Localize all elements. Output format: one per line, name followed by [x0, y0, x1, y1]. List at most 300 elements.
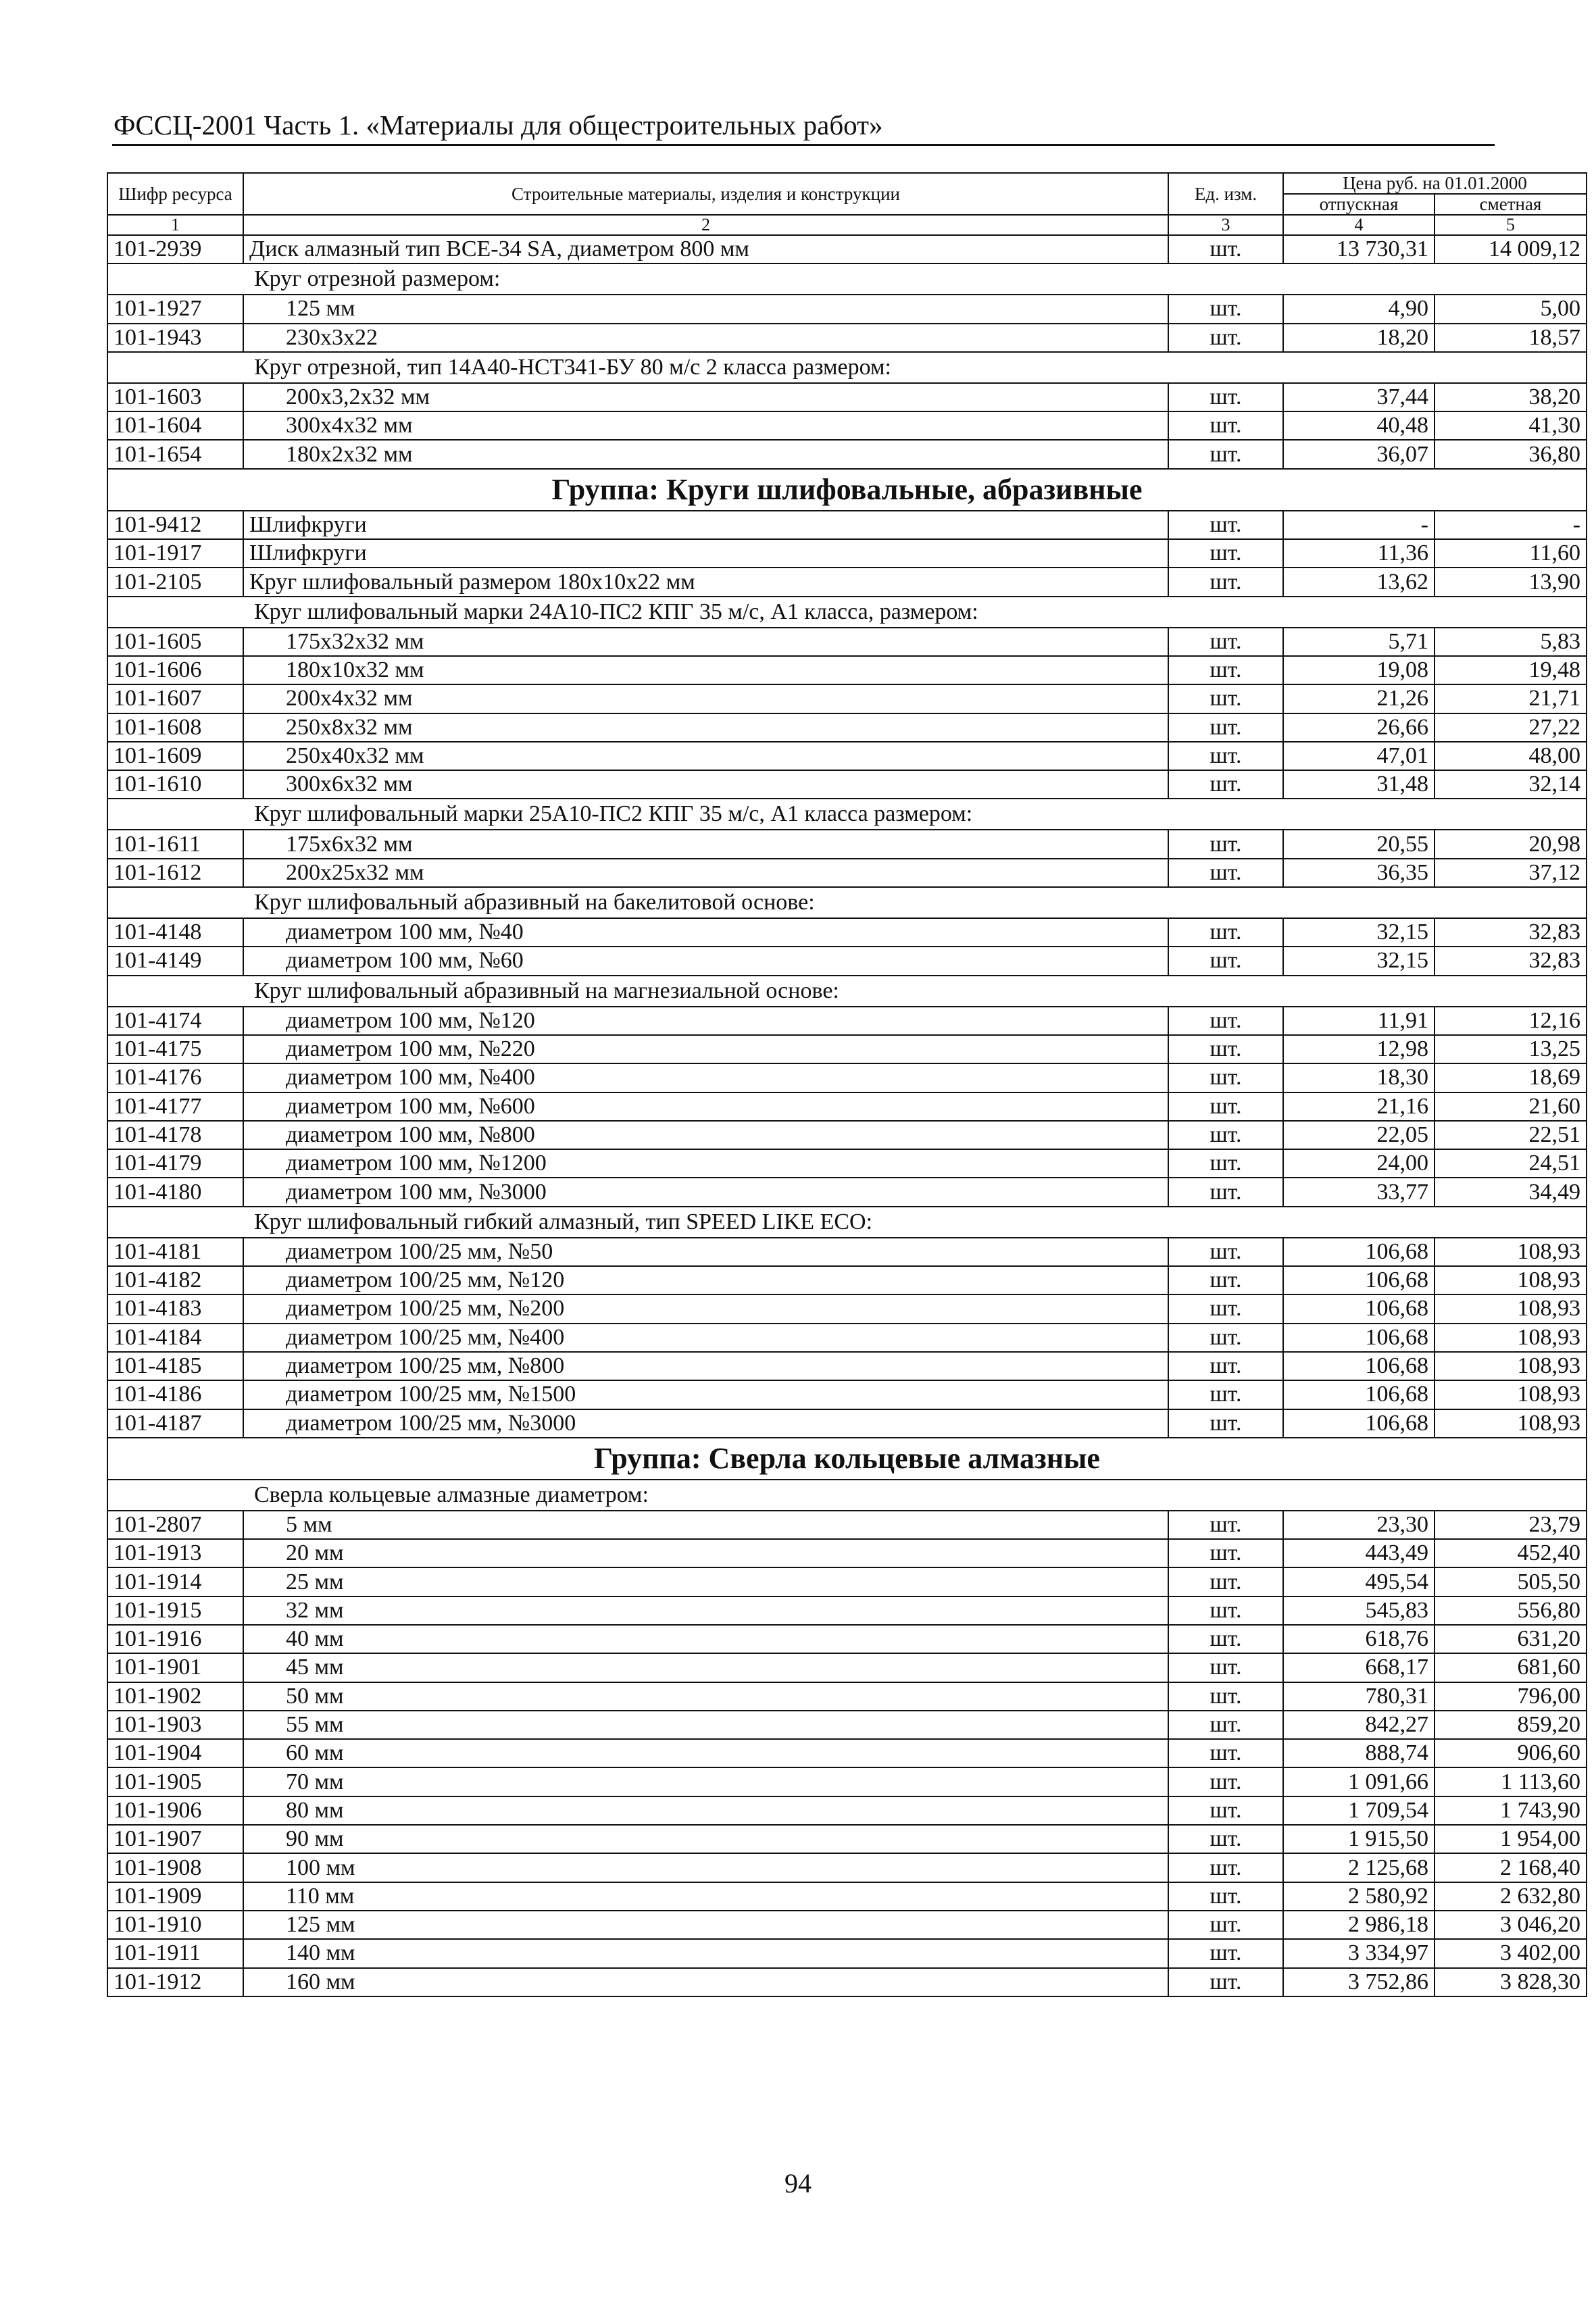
subgroup-heading: Круг шлифовальный марки 24А10-ПС2 КПГ 35 м/с, А1 класса, размером: — [107, 597, 1587, 628]
resource-code-cell: 101-1605 — [107, 628, 243, 656]
estimate-price-cell: 108,93 — [1435, 1409, 1587, 1438]
material-name-cell: 230х3х22 — [243, 324, 1168, 352]
material-name-cell: 300х6х32 мм — [243, 770, 1168, 799]
unit-cell: шт. — [1168, 1653, 1283, 1682]
resource-code-cell: 101-1943 — [107, 324, 243, 352]
release-price-cell: 21,16 — [1283, 1092, 1435, 1121]
page-header-title: ФССЦ-2001 Часть 1. «Материалы для общестроительных работ» — [114, 109, 883, 141]
resource-code-cell: 101-1910 — [107, 1911, 243, 1939]
column-number: 3 — [1168, 215, 1283, 235]
resource-code-cell: 101-4174 — [107, 1007, 243, 1035]
unit-cell: шт. — [1168, 830, 1283, 858]
release-price-cell: 2 125,68 — [1283, 1853, 1435, 1882]
subgroup-row — [107, 887, 1587, 918]
release-price-cell: 2 986,18 — [1283, 1911, 1435, 1939]
group-heading: Группа: Сверла кольцевые алмазные — [107, 1438, 1587, 1480]
material-name-cell: 300х4х32 мм — [243, 411, 1168, 440]
material-name-cell: Шлифкруги — [243, 511, 1168, 539]
estimate-price-cell: 38,20 — [1435, 383, 1587, 411]
unit-cell: шт. — [1168, 628, 1283, 656]
subgroup-row — [107, 1207, 1587, 1238]
release-price-cell: 106,68 — [1283, 1266, 1435, 1294]
estimate-price-cell: 3 828,30 — [1435, 1968, 1587, 1996]
table-row — [107, 324, 1587, 352]
subgroup-heading: Круг шлифовальный гибкий алмазный, тип SPEED LIKE ECO: — [107, 1207, 1587, 1238]
unit-cell: шт. — [1168, 1352, 1283, 1380]
unit-cell: шт. — [1168, 1380, 1283, 1409]
release-price-cell: 106,68 — [1283, 1409, 1435, 1438]
estimate-price-cell: 452,40 — [1435, 1539, 1587, 1567]
resource-code-cell: 101-2807 — [107, 1511, 243, 1539]
table-row — [107, 1352, 1587, 1380]
unit-cell: шт. — [1168, 1596, 1283, 1625]
table-row — [107, 1653, 1587, 1682]
material-name-cell: 250х40х32 мм — [243, 742, 1168, 770]
resource-code-cell: 101-1903 — [107, 1711, 243, 1739]
table-row — [107, 295, 1587, 323]
material-name-cell: 90 мм — [243, 1825, 1168, 1853]
release-price-cell: 780,31 — [1283, 1682, 1435, 1711]
material-name-cell: диаметром 100 мм, №3000 — [243, 1178, 1168, 1206]
subgroup-heading: Круг шлифовальный марки 25А10-ПС2 КПГ 35 м/с, А1 класса размером: — [107, 799, 1587, 830]
material-name-cell: 40 мм — [243, 1625, 1168, 1653]
column-number: 2 — [243, 215, 1168, 235]
release-price-cell: 888,74 — [1283, 1739, 1435, 1767]
resource-code-cell: 101-9412 — [107, 511, 243, 539]
unit-cell: шт. — [1168, 656, 1283, 684]
release-price-cell: 13 730,31 — [1283, 235, 1435, 263]
material-name-cell: диаметром 100 мм, №1200 — [243, 1149, 1168, 1178]
group-row — [107, 469, 1587, 511]
unit-cell: шт. — [1168, 295, 1283, 323]
unit-cell: шт. — [1168, 1853, 1283, 1882]
resource-code-cell: 101-2939 — [107, 235, 243, 263]
unit-cell: шт. — [1168, 1825, 1283, 1853]
release-price-cell: 20,55 — [1283, 830, 1435, 858]
table-row — [107, 1968, 1587, 1996]
material-name-cell: Круг шлифовальный размером 180х10х22 мм — [243, 568, 1168, 596]
estimate-price-cell: 859,20 — [1435, 1711, 1587, 1739]
group-heading: Группа: Круги шлифовальные, абразивные — [107, 469, 1587, 511]
material-name-cell: диаметром 100/25 мм, №50 — [243, 1238, 1168, 1266]
resource-code-cell: 101-2105 — [107, 568, 243, 596]
table-row — [107, 1911, 1587, 1939]
material-name-cell: 180х2х32 мм — [243, 440, 1168, 468]
table-row — [107, 1294, 1587, 1323]
resource-code-cell: 101-1611 — [107, 830, 243, 858]
unit-cell: шт. — [1168, 1567, 1283, 1596]
estimate-price-cell: 108,93 — [1435, 1352, 1587, 1380]
table-row — [107, 1121, 1587, 1149]
column-header-release-price: отпускная — [1283, 194, 1435, 215]
estimate-price-cell: 20,98 — [1435, 830, 1587, 858]
estimate-price-cell: 34,49 — [1435, 1178, 1587, 1206]
material-name-cell: диаметром 100 мм, №120 — [243, 1007, 1168, 1035]
table-row — [107, 1149, 1587, 1178]
release-price-cell: - — [1283, 511, 1435, 539]
table-row — [107, 1178, 1587, 1206]
release-price-cell: 106,68 — [1283, 1238, 1435, 1266]
estimate-price-cell: 11,60 — [1435, 539, 1587, 568]
material-name-cell: 25 мм — [243, 1567, 1168, 1596]
release-price-cell: 23,30 — [1283, 1511, 1435, 1539]
table-row — [107, 383, 1587, 411]
estimate-price-cell: 19,48 — [1435, 656, 1587, 684]
resource-code-cell: 101-1916 — [107, 1625, 243, 1653]
estimate-price-cell: 32,83 — [1435, 947, 1587, 975]
material-name-cell: 55 мм — [243, 1711, 1168, 1739]
unit-cell: шт. — [1168, 1968, 1283, 1996]
unit-cell: шт. — [1168, 713, 1283, 742]
material-name-cell: диаметром 100/25 мм, №120 — [243, 1266, 1168, 1294]
resource-code-cell: 101-1654 — [107, 440, 243, 468]
release-price-cell: 36,35 — [1283, 859, 1435, 887]
release-price-cell: 33,77 — [1283, 1178, 1435, 1206]
table-row — [107, 1539, 1587, 1567]
estimate-price-cell: - — [1435, 511, 1587, 539]
table-row — [107, 1825, 1587, 1853]
release-price-cell: 37,44 — [1283, 383, 1435, 411]
unit-cell: шт. — [1168, 1767, 1283, 1796]
resource-code-cell: 101-1904 — [107, 1739, 243, 1767]
estimate-price-cell: 556,80 — [1435, 1596, 1587, 1625]
resource-code-cell: 101-4184 — [107, 1324, 243, 1352]
table-row — [107, 1063, 1587, 1092]
material-name-cell: 175х6х32 мм — [243, 830, 1168, 858]
material-name-cell: 175х32х32 мм — [243, 628, 1168, 656]
table-row — [107, 1796, 1587, 1825]
table-row — [107, 1625, 1587, 1653]
table-row — [107, 1767, 1587, 1796]
unit-cell: шт. — [1168, 568, 1283, 596]
resource-code-cell: 101-1911 — [107, 1939, 243, 1967]
resource-code-cell: 101-4178 — [107, 1121, 243, 1149]
table-row — [107, 1238, 1587, 1266]
release-price-cell: 668,17 — [1283, 1653, 1435, 1682]
release-price-cell: 11,91 — [1283, 1007, 1435, 1035]
release-price-cell: 18,20 — [1283, 324, 1435, 352]
table-row — [107, 713, 1587, 742]
release-price-cell: 443,49 — [1283, 1539, 1435, 1567]
estimate-price-cell: 5,83 — [1435, 628, 1587, 656]
release-price-cell: 11,36 — [1283, 539, 1435, 568]
unit-cell: шт. — [1168, 1882, 1283, 1911]
table-row — [107, 1266, 1587, 1294]
subgroup-heading: Круг отрезной размером: — [107, 263, 1587, 295]
table-row — [107, 1853, 1587, 1882]
resource-code-cell: 101-1610 — [107, 770, 243, 799]
release-price-cell: 545,83 — [1283, 1596, 1435, 1625]
material-name-cell: 200х3,2х32 мм — [243, 383, 1168, 411]
table-header-row — [107, 173, 1587, 194]
material-name-cell: 160 мм — [243, 1968, 1168, 1996]
resource-code-cell: 101-4149 — [107, 947, 243, 975]
unit-cell: шт. — [1168, 1796, 1283, 1825]
table-row — [107, 440, 1587, 468]
unit-cell: шт. — [1168, 383, 1283, 411]
unit-cell: шт. — [1168, 947, 1283, 975]
resource-code-cell: 101-1915 — [107, 1596, 243, 1625]
table-body — [107, 235, 1587, 1996]
unit-cell: шт. — [1168, 324, 1283, 352]
resource-code-cell: 101-1909 — [107, 1882, 243, 1911]
estimate-price-cell: 21,71 — [1435, 684, 1587, 713]
table-row — [107, 1092, 1587, 1121]
group-row — [107, 1438, 1587, 1480]
material-name-cell: 125 мм — [243, 295, 1168, 323]
estimate-price-cell: 21,60 — [1435, 1092, 1587, 1121]
table-row — [107, 539, 1587, 568]
unit-cell: шт. — [1168, 1625, 1283, 1653]
table-row — [107, 656, 1587, 684]
table-row — [107, 684, 1587, 713]
resource-code-cell: 101-1612 — [107, 859, 243, 887]
unit-cell: шт. — [1168, 1939, 1283, 1967]
release-price-cell: 3 752,86 — [1283, 1968, 1435, 1996]
table-row — [107, 1882, 1587, 1911]
estimate-price-cell: 3 046,20 — [1435, 1911, 1587, 1939]
resource-code-cell: 101-4176 — [107, 1063, 243, 1092]
material-name-cell: диаметром 100/25 мм, №200 — [243, 1294, 1168, 1323]
subgroup-row — [107, 597, 1587, 628]
unit-cell: шт. — [1168, 1711, 1283, 1739]
table-row — [107, 742, 1587, 770]
material-name-cell: диаметром 100 мм, №600 — [243, 1092, 1168, 1121]
unit-cell: шт. — [1168, 1539, 1283, 1567]
material-name-cell: 200х25х32 мм — [243, 859, 1168, 887]
material-name-cell: диаметром 100/25 мм, №400 — [243, 1324, 1168, 1352]
estimate-price-cell: 48,00 — [1435, 742, 1587, 770]
table-row — [107, 830, 1587, 858]
estimate-price-cell: 108,93 — [1435, 1324, 1587, 1352]
unit-cell: шт. — [1168, 859, 1283, 887]
estimate-price-cell: 18,69 — [1435, 1063, 1587, 1092]
price-table — [107, 172, 1587, 1997]
subgroup-heading: Круг шлифовальный абразивный на магнезиальной основе: — [107, 976, 1587, 1007]
material-name-cell: 100 мм — [243, 1853, 1168, 1882]
subgroup-heading: Круг отрезной, тип 14А40-НСТ341-БУ 80 м/с 2 класса размером: — [107, 352, 1587, 383]
material-name-cell: диаметром 100 мм, №800 — [243, 1121, 1168, 1149]
estimate-price-cell: 681,60 — [1435, 1653, 1587, 1682]
column-header-unit: Ед. изм. — [1168, 173, 1283, 215]
material-name-cell: 5 мм — [243, 1511, 1168, 1539]
estimate-price-cell: 22,51 — [1435, 1121, 1587, 1149]
unit-cell: шт. — [1168, 1063, 1283, 1092]
release-price-cell: 21,26 — [1283, 684, 1435, 713]
material-name-cell: 45 мм — [243, 1653, 1168, 1682]
material-name-cell: Шлифкруги — [243, 539, 1168, 568]
resource-code-cell: 101-4177 — [107, 1092, 243, 1121]
estimate-price-cell: 3 402,00 — [1435, 1939, 1587, 1967]
estimate-price-cell: 2 168,40 — [1435, 1853, 1587, 1882]
column-header-name: Строительные материалы, изделия и конструкции — [243, 173, 1168, 215]
subgroup-heading: Сверла кольцевые алмазные диаметром: — [107, 1480, 1587, 1511]
estimate-price-cell: 108,93 — [1435, 1380, 1587, 1409]
subgroup-row — [107, 799, 1587, 830]
estimate-price-cell: 13,25 — [1435, 1035, 1587, 1063]
release-price-cell: 22,05 — [1283, 1121, 1435, 1149]
unit-cell: шт. — [1168, 1149, 1283, 1178]
resource-code-cell: 101-1906 — [107, 1796, 243, 1825]
material-name-cell: Диск алмазный тип ВСЕ-34 SA, диаметром 800 мм — [243, 235, 1168, 263]
release-price-cell: 1 915,50 — [1283, 1825, 1435, 1853]
page-number: 94 — [784, 2168, 812, 2198]
release-price-cell: 495,54 — [1283, 1567, 1435, 1596]
estimate-price-cell: 1 954,00 — [1435, 1825, 1587, 1853]
table-row — [107, 1324, 1587, 1352]
release-price-cell: 31,48 — [1283, 770, 1435, 799]
column-number: 1 — [107, 215, 243, 235]
release-price-cell: 13,62 — [1283, 568, 1435, 596]
release-price-cell: 3 334,97 — [1283, 1939, 1435, 1967]
resource-code-cell: 101-1912 — [107, 1968, 243, 1996]
estimate-price-cell: 108,93 — [1435, 1294, 1587, 1323]
material-name-cell: 80 мм — [243, 1796, 1168, 1825]
release-price-cell: 12,98 — [1283, 1035, 1435, 1063]
release-price-cell: 618,76 — [1283, 1625, 1435, 1653]
release-price-cell: 24,00 — [1283, 1149, 1435, 1178]
table-row — [107, 1035, 1587, 1063]
estimate-price-cell: 906,60 — [1435, 1739, 1587, 1767]
material-name-cell: 60 мм — [243, 1739, 1168, 1767]
header-rule — [112, 144, 1495, 146]
estimate-price-cell: 23,79 — [1435, 1511, 1587, 1539]
estimate-price-cell: 1 113,60 — [1435, 1767, 1587, 1796]
column-header-estimate-price: сметная — [1435, 194, 1587, 215]
release-price-cell: 106,68 — [1283, 1352, 1435, 1380]
resource-code-cell: 101-1608 — [107, 713, 243, 742]
resource-code-cell: 101-1901 — [107, 1653, 243, 1682]
unit-cell: шт. — [1168, 1739, 1283, 1767]
resource-code-cell: 101-4148 — [107, 918, 243, 947]
estimate-price-cell: 2 632,80 — [1435, 1882, 1587, 1911]
release-price-cell: 842,27 — [1283, 1711, 1435, 1739]
release-price-cell: 36,07 — [1283, 440, 1435, 468]
resource-code-cell: 101-1908 — [107, 1853, 243, 1882]
resource-code-cell: 101-4181 — [107, 1238, 243, 1266]
resource-code-cell: 101-1907 — [107, 1825, 243, 1853]
estimate-price-cell: 32,14 — [1435, 770, 1587, 799]
table-row — [107, 1939, 1587, 1967]
material-name-cell: диаметром 100/25 мм, №800 — [243, 1352, 1168, 1380]
resource-code-cell: 101-1606 — [107, 656, 243, 684]
unit-cell: шт. — [1168, 1266, 1283, 1294]
resource-code-cell: 101-4186 — [107, 1380, 243, 1409]
subgroup-heading: Круг шлифовальный абразивный на бакелитовой основе: — [107, 887, 1587, 918]
release-price-cell: 18,30 — [1283, 1063, 1435, 1092]
unit-cell: шт. — [1168, 1238, 1283, 1266]
resource-code-cell: 101-1913 — [107, 1539, 243, 1567]
unit-cell: шт. — [1168, 742, 1283, 770]
material-name-cell: диаметром 100 мм, №220 — [243, 1035, 1168, 1063]
table-row — [107, 859, 1587, 887]
resource-code-cell: 101-1905 — [107, 1767, 243, 1796]
unit-cell: шт. — [1168, 1511, 1283, 1539]
release-price-cell: 26,66 — [1283, 713, 1435, 742]
material-name-cell: 110 мм — [243, 1882, 1168, 1911]
release-price-cell: 5,71 — [1283, 628, 1435, 656]
release-price-cell: 106,68 — [1283, 1294, 1435, 1323]
unit-cell: шт. — [1168, 770, 1283, 799]
resource-code-cell: 101-4175 — [107, 1035, 243, 1063]
release-price-cell: 19,08 — [1283, 656, 1435, 684]
release-price-cell: 32,15 — [1283, 918, 1435, 947]
material-name-cell: 32 мм — [243, 1596, 1168, 1625]
resource-code-cell: 101-1607 — [107, 684, 243, 713]
release-price-cell: 106,68 — [1283, 1324, 1435, 1352]
resource-code-cell: 101-4182 — [107, 1266, 243, 1294]
estimate-price-cell: 32,83 — [1435, 918, 1587, 947]
material-name-cell: диаметром 100/25 мм, №1500 — [243, 1380, 1168, 1409]
material-name-cell: 180х10х32 мм — [243, 656, 1168, 684]
resource-code-cell: 101-4187 — [107, 1409, 243, 1438]
unit-cell: шт. — [1168, 235, 1283, 263]
resource-code-cell: 101-1604 — [107, 411, 243, 440]
estimate-price-cell: 505,50 — [1435, 1567, 1587, 1596]
resource-code-cell: 101-1927 — [107, 295, 243, 323]
release-price-cell: 4,90 — [1283, 295, 1435, 323]
material-name-cell: 50 мм — [243, 1682, 1168, 1711]
estimate-price-cell: 27,22 — [1435, 713, 1587, 742]
unit-cell: шт. — [1168, 1294, 1283, 1323]
estimate-price-cell: 108,93 — [1435, 1266, 1587, 1294]
material-name-cell: 250х8х32 мм — [243, 713, 1168, 742]
estimate-price-cell: 12,16 — [1435, 1007, 1587, 1035]
table-row — [107, 1596, 1587, 1625]
table-row — [107, 1682, 1587, 1711]
material-name-cell: диаметром 100 мм, №40 — [243, 918, 1168, 947]
unit-cell: шт. — [1168, 539, 1283, 568]
table-row — [107, 947, 1587, 975]
release-price-cell: 1 709,54 — [1283, 1796, 1435, 1825]
resource-code-cell: 101-1914 — [107, 1567, 243, 1596]
estimate-price-cell: 1 743,90 — [1435, 1796, 1587, 1825]
estimate-price-cell: 631,20 — [1435, 1625, 1587, 1653]
estimate-price-cell: 41,30 — [1435, 411, 1587, 440]
resource-code-cell: 101-1603 — [107, 383, 243, 411]
unit-cell: шт. — [1168, 1178, 1283, 1206]
unit-cell: шт. — [1168, 440, 1283, 468]
estimate-price-cell: 37,12 — [1435, 859, 1587, 887]
estimate-price-cell: 796,00 — [1435, 1682, 1587, 1711]
estimate-price-cell: 5,00 — [1435, 295, 1587, 323]
column-number: 4 — [1283, 215, 1435, 235]
unit-cell: шт. — [1168, 511, 1283, 539]
table-row — [107, 1739, 1587, 1767]
unit-cell: шт. — [1168, 1121, 1283, 1149]
resource-code-cell: 101-1917 — [107, 539, 243, 568]
release-price-cell: 40,48 — [1283, 411, 1435, 440]
material-name-cell: диаметром 100/25 мм, №3000 — [243, 1409, 1168, 1438]
resource-code-cell: 101-1902 — [107, 1682, 243, 1711]
table-row — [107, 511, 1587, 539]
resource-code-cell: 101-4185 — [107, 1352, 243, 1380]
unit-cell: шт. — [1168, 684, 1283, 713]
release-price-cell: 32,15 — [1283, 947, 1435, 975]
subgroup-row — [107, 263, 1587, 295]
table-row — [107, 770, 1587, 799]
unit-cell: шт. — [1168, 1911, 1283, 1939]
table-row — [107, 1511, 1587, 1539]
estimate-price-cell: 14 009,12 — [1435, 235, 1587, 263]
column-number: 5 — [1435, 215, 1587, 235]
unit-cell: шт. — [1168, 1409, 1283, 1438]
unit-cell: шт. — [1168, 1007, 1283, 1035]
material-name-cell: 140 мм — [243, 1939, 1168, 1967]
estimate-price-cell: 13,90 — [1435, 568, 1587, 596]
estimate-price-cell: 24,51 — [1435, 1149, 1587, 1178]
material-name-cell: диаметром 100 мм, №400 — [243, 1063, 1168, 1092]
